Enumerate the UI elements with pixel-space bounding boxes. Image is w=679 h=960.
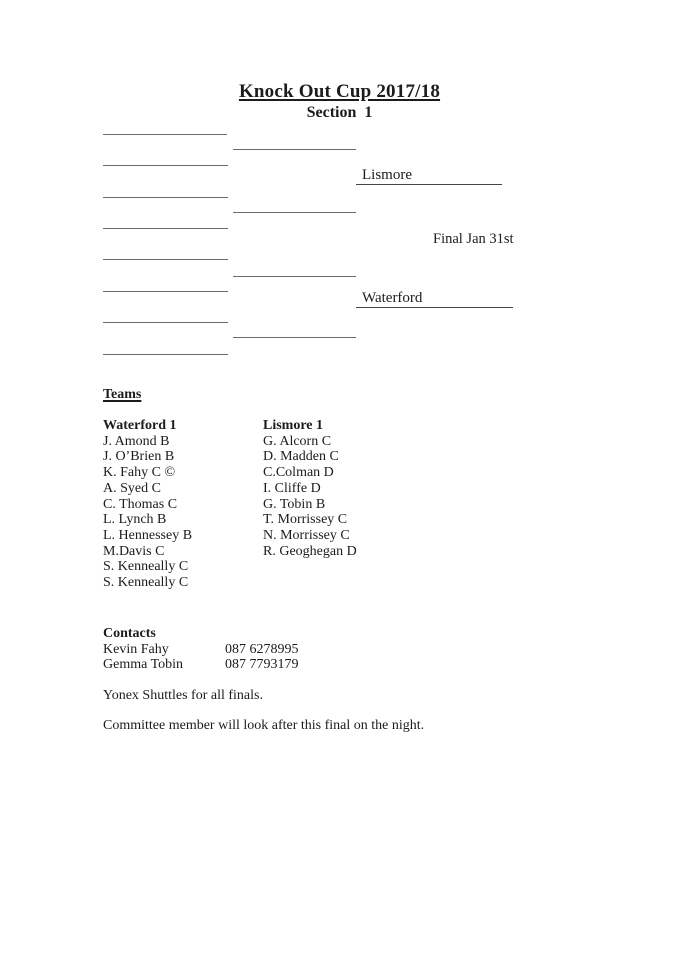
teams-heading: Teams (103, 387, 142, 402)
final-date-label: Final Jan 31st (433, 231, 514, 247)
contacts-heading: Contacts (103, 626, 156, 641)
player-list (103, 434, 261, 591)
finalist-label-waterford: Waterford (362, 290, 423, 306)
bracket-line-round1-slot1 (103, 134, 227, 135)
player-name: M.Davis C (103, 543, 165, 559)
player-name: D. Madden C (263, 449, 339, 465)
team-column-lismore (263, 418, 421, 559)
bracket-line-round1-slot2 (103, 165, 228, 166)
bracket-line-round1-slot8 (103, 354, 228, 355)
bracket-line-round2-slot1 (233, 149, 356, 150)
bracket-line-round1-slot7 (103, 322, 228, 323)
bracket-line-round1-slot4 (103, 228, 228, 229)
contact-phone: 087 6278995 (225, 641, 299, 657)
contact-name: Kevin Fahy (103, 641, 169, 657)
team-column-waterford (103, 418, 261, 591)
player-name: J. Amond B (103, 433, 170, 449)
bracket-line-round1-slot3 (103, 197, 228, 198)
section-subtitle: Section 1 (306, 104, 373, 121)
team-name: Waterford 1 (103, 418, 177, 433)
bracket-line-round2-slot4 (233, 337, 356, 338)
team-name: Lismore 1 (263, 418, 324, 433)
contact-row (103, 657, 299, 673)
player-name: R. Geoghegan D (263, 543, 357, 559)
contact-phone: 087 7793179 (225, 657, 299, 673)
player-name: S. Kenneally C (103, 559, 189, 575)
bracket-line-round2-slot3 (233, 276, 356, 277)
shuttles-note: Yonex Shuttles for all finals. (103, 688, 263, 703)
player-name: C. Thomas C (103, 496, 178, 512)
contact-name: Gemma Tobin (103, 657, 184, 673)
finalist-label-lismore: Lismore (362, 167, 412, 183)
player-name: S. Kenneally C (103, 575, 189, 591)
bracket-line-round1-slot6 (103, 291, 228, 292)
player-name: C.Colman D (263, 465, 334, 481)
player-name: I. Cliffe D (263, 480, 321, 496)
player-name: G. Tobin B (263, 496, 326, 512)
player-name: K. Fahy C © (103, 465, 176, 481)
document-header (0, 81, 679, 122)
committee-note: Committee member will look after this final on the night. (103, 718, 425, 733)
bracket-finalist-slot-waterford (356, 287, 513, 308)
contact-row (103, 642, 299, 658)
bracket-line-round2-slot2 (233, 212, 356, 213)
player-name: A. Syed C (103, 480, 161, 496)
player-name: N. Morrissey C (263, 527, 350, 543)
player-name: T. Morrissey C (263, 512, 348, 528)
bracket-finalist-slot-lismore (356, 164, 502, 185)
player-name: L. Hennessey B (103, 527, 193, 543)
page-title: Knock Out Cup 2017/18 (238, 81, 441, 102)
bracket-line-round1-slot5 (103, 259, 228, 260)
player-list (263, 434, 421, 560)
player-name: J. O’Brien B (103, 449, 175, 465)
player-name: L. Lynch B (103, 512, 167, 528)
contacts-block (103, 626, 299, 673)
player-name: G. Alcorn C (263, 433, 332, 449)
